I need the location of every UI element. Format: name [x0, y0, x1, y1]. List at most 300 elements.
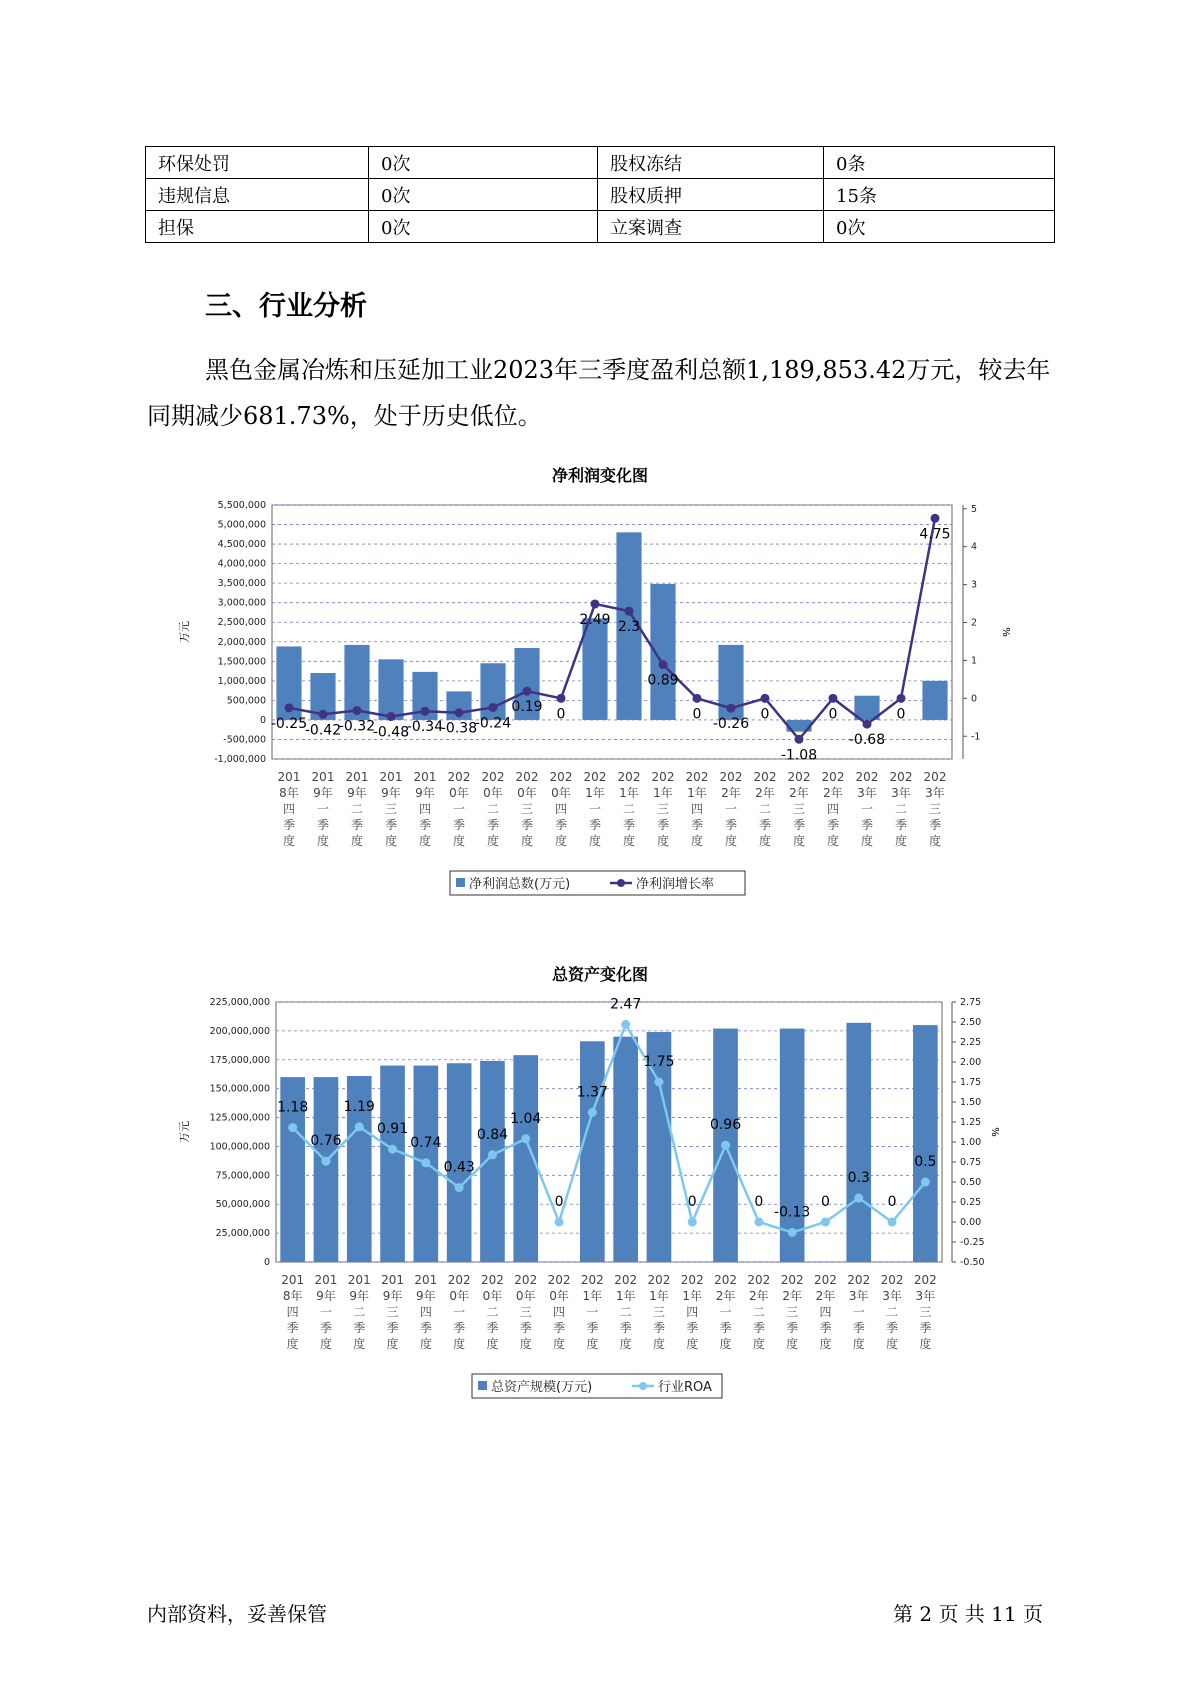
x-tick-label: 一	[586, 1305, 599, 1319]
bar	[922, 681, 947, 720]
data-label: 0	[896, 706, 906, 723]
line-point	[829, 694, 838, 703]
y2-tick-label: 2.50	[960, 1017, 982, 1028]
x-tick-label: 202	[647, 1273, 671, 1287]
data-label: -0.26	[712, 716, 750, 733]
x-tick-label: 3年	[891, 786, 911, 800]
y2-tick-label: 1.50	[960, 1097, 982, 1108]
x-tick-label: 202	[680, 1273, 704, 1287]
x-tick-label: 度	[554, 834, 568, 848]
x-tick-label: 度	[418, 834, 432, 848]
x-tick-label: 2年	[721, 786, 741, 800]
x-tick-label: 季	[553, 1321, 566, 1335]
data-label: -0.48	[372, 724, 410, 741]
line-point	[688, 1218, 697, 1227]
x-tick-label: 一	[452, 802, 466, 816]
y-tick-label: 0	[263, 1257, 270, 1268]
data-label: 0.84	[476, 1126, 509, 1143]
x-tick-label: 二	[350, 802, 364, 816]
line-point	[353, 706, 362, 715]
x-tick-label: 201	[281, 1273, 305, 1287]
x-tick-label: 三	[386, 1305, 399, 1319]
x-tick-label: 季	[286, 1321, 299, 1335]
x-tick-label: 度	[860, 834, 874, 848]
line-point	[319, 710, 328, 719]
y-tick-label: 3,000,000	[217, 597, 266, 609]
y2-axis-title: %	[989, 1127, 1000, 1137]
x-tick-label: 四	[286, 1305, 299, 1319]
x-tick-label: 季	[724, 818, 738, 832]
x-tick-label: 四	[690, 802, 704, 816]
y2-tick-label: -0.50	[960, 1257, 985, 1268]
y2-tick-label: -0.25	[960, 1237, 985, 1248]
x-tick-label: 度	[819, 1337, 832, 1351]
y-tick-label: 200,000,000	[209, 1025, 270, 1037]
x-tick-label: 3年	[857, 786, 877, 800]
y2-tick-label: 1	[971, 655, 978, 667]
line-point	[591, 599, 600, 608]
x-tick-label: 202	[753, 770, 777, 784]
x-tick-label: 四	[419, 1305, 432, 1319]
x-tick-label: 2年	[749, 1289, 769, 1303]
line-point	[288, 1123, 297, 1132]
x-tick-label: 9年	[382, 1289, 403, 1303]
data-label: 0.96	[709, 1117, 742, 1134]
data-label: 0.89	[647, 672, 679, 689]
x-tick-label: 202	[855, 770, 879, 784]
data-label: 0	[887, 1194, 897, 1210]
x-tick-label: 季	[819, 1321, 832, 1335]
section-title: 三、行业分析	[205, 291, 367, 322]
x-tick-label: 季	[656, 818, 670, 832]
info-label: 股权质押	[598, 179, 824, 211]
x-tick-label: 季	[319, 1321, 332, 1335]
y-tick-label: 4,500,000	[217, 539, 266, 551]
x-tick-label: 季	[350, 818, 364, 832]
data-label: 0	[754, 1194, 764, 1210]
x-tick-label: 1年	[682, 1289, 703, 1303]
x-tick-label: 度	[792, 834, 806, 848]
x-tick-label: 三	[928, 802, 942, 816]
x-tick-label: 0年	[482, 1289, 503, 1303]
y-tick-label: 1,500,000	[217, 656, 266, 668]
x-tick-label: 季	[386, 1321, 399, 1335]
x-tick-label: 202	[547, 1273, 571, 1287]
x-tick-label: 三	[919, 1305, 932, 1319]
line-point	[754, 1218, 763, 1227]
x-tick-label: 季	[418, 818, 432, 832]
x-tick-label: 0年	[549, 1289, 569, 1303]
x-tick-label: 201	[347, 1273, 371, 1287]
info-row	[146, 147, 1055, 179]
x-tick-label: 二	[353, 1305, 366, 1319]
y-tick-label: -500,000	[223, 734, 266, 746]
x-tick-label: 二	[486, 802, 500, 816]
x-tick-label: 2年	[755, 786, 775, 800]
x-tick-label: 9年	[316, 1289, 336, 1303]
y-tick-label: 150,000,000	[209, 1083, 270, 1095]
y2-tick-label: 2.75	[960, 997, 982, 1008]
x-tick-label: 202	[880, 1273, 904, 1287]
data-label: 0	[554, 1194, 564, 1210]
x-tick-label: 2年	[782, 1289, 802, 1303]
x-tick-label: 三	[656, 802, 670, 816]
x-tick-label: 9年	[347, 786, 367, 800]
industry-paragraph: 黑色金属冶炼和压延加工业2023年三季度盈利总额1,189,853.42万元，较去年同期减少681.73%，处于历史低位。	[147, 356, 1051, 430]
x-tick-label: 三	[520, 802, 534, 816]
y2-tick-label: 0.00	[960, 1217, 982, 1228]
x-tick-label: 四	[418, 802, 432, 816]
x-tick-label: 1年	[615, 1289, 636, 1303]
data-label: 0.43	[443, 1159, 475, 1176]
y-tick-label: 500,000	[226, 695, 266, 707]
x-tick-label: 度	[319, 1337, 332, 1351]
data-label: -0.42	[304, 722, 342, 739]
x-tick-label: 0年	[449, 786, 469, 800]
y2-tick-label: 1.25	[960, 1117, 982, 1128]
y2-tick-label: 0	[971, 693, 978, 705]
x-tick-label: 二	[758, 802, 772, 816]
y2-tick-label: -1	[971, 731, 981, 743]
x-tick-label: 季	[486, 1321, 499, 1335]
line-point	[555, 1218, 564, 1227]
bar	[913, 1025, 938, 1262]
line-point	[321, 1157, 330, 1166]
info-value: 0次	[369, 179, 598, 211]
y-tick-label: 4,000,000	[217, 558, 266, 570]
line-point	[621, 1020, 630, 1029]
x-tick-label: 1年	[585, 786, 605, 800]
x-tick-label: 季	[486, 818, 500, 832]
x-tick-label: 四	[553, 1305, 566, 1319]
y-tick-label: 1,000,000	[217, 675, 266, 687]
x-tick-label: 度	[719, 1337, 732, 1351]
x-tick-label: 季	[860, 818, 874, 832]
x-tick-label: 202	[480, 1273, 504, 1287]
x-tick-label: 季	[894, 818, 908, 832]
x-tick-label: 1年	[619, 786, 639, 800]
x-tick-label: 季	[554, 818, 568, 832]
y-tick-label: 25,000,000	[215, 1228, 270, 1240]
x-tick-label: 度	[486, 834, 500, 848]
x-tick-label: 202	[514, 1273, 538, 1287]
data-label: 0.5	[914, 1154, 937, 1170]
x-tick-label: 季	[690, 818, 704, 832]
legend-bar-swatch	[478, 1381, 487, 1390]
x-tick-label: 季	[384, 818, 398, 832]
y-tick-label: 3,500,000	[217, 578, 266, 590]
x-tick-label: 1年	[649, 1289, 669, 1303]
y-tick-label: 75,000,000	[215, 1170, 270, 1182]
y-tick-label: 5,500,000	[217, 500, 266, 511]
x-tick-label: 度	[353, 1337, 366, 1351]
y-axis-title: 万元	[178, 1121, 191, 1143]
x-tick-label: 度	[826, 834, 840, 848]
data-label: 0.74	[410, 1134, 442, 1151]
bar	[580, 1041, 605, 1262]
x-tick-label: 3年	[882, 1289, 902, 1303]
line-point	[921, 1178, 930, 1187]
x-tick-label: 度	[588, 834, 602, 848]
legend-line-label: 净利润增长率	[636, 877, 715, 892]
info-label: 股权冻结	[598, 147, 824, 179]
bar	[846, 1023, 871, 1262]
y2-tick-label: 0.50	[960, 1177, 982, 1188]
x-tick-label: 度	[486, 1337, 499, 1351]
data-label: 1.37	[576, 1084, 608, 1101]
x-tick-label: 1年	[653, 786, 673, 800]
y-tick-label: -1,000,000	[214, 754, 266, 765]
x-tick-label: 二	[622, 802, 636, 816]
x-tick-label: 201	[381, 1273, 405, 1287]
x-tick-label: 2年	[823, 786, 843, 800]
x-tick-label: 三	[786, 1305, 799, 1319]
x-tick-label: 202	[813, 1273, 837, 1287]
bar	[582, 618, 607, 720]
x-tick-label: 8年	[279, 786, 299, 800]
data-label: -1.08	[780, 747, 818, 764]
line-point	[523, 687, 532, 696]
legend-bar-label: 总资产规模(万元)	[491, 1380, 593, 1395]
x-tick-label: 度	[919, 1337, 932, 1351]
data-label: 2.47	[610, 996, 642, 1013]
x-tick-label: 季	[353, 1321, 366, 1335]
chart2-title: 总资产变化图	[551, 965, 648, 984]
x-tick-label: 度	[752, 1337, 765, 1351]
x-tick-label: 季	[520, 818, 534, 832]
x-tick-label: 四	[819, 1305, 832, 1319]
x-tick-label: 度	[724, 834, 738, 848]
x-tick-label: 202	[889, 770, 913, 784]
y2-tick-label: 2	[971, 617, 978, 629]
line-point	[659, 660, 668, 669]
data-label: -0.34	[406, 719, 444, 736]
legend-bar-swatch	[456, 878, 465, 887]
x-tick-label: 度	[520, 834, 534, 848]
y-tick-label: 2,500,000	[217, 617, 266, 629]
x-tick-label: 季	[686, 1321, 699, 1335]
x-tick-label: 9年	[381, 786, 401, 800]
x-tick-label: 0年	[515, 1289, 536, 1303]
data-label: 0	[556, 706, 566, 723]
x-tick-label: 9年	[415, 786, 435, 800]
info-value: 0次	[824, 211, 1055, 243]
line-point	[521, 1134, 530, 1143]
x-tick-label: 202	[685, 770, 709, 784]
bar	[613, 1037, 638, 1262]
x-tick-label: 度	[758, 834, 772, 848]
x-tick-label: 四	[826, 802, 840, 816]
x-tick-label: 1年	[582, 1289, 603, 1303]
x-tick-label: 201	[345, 770, 369, 784]
x-tick-label: 201	[379, 770, 403, 784]
y2-tick-label: 1.00	[960, 1137, 982, 1148]
line-point	[387, 712, 396, 721]
x-tick-label: 三	[519, 1305, 532, 1319]
data-label: -0.38	[440, 720, 478, 737]
x-tick-label: 度	[886, 1337, 899, 1351]
line-point	[931, 514, 940, 523]
data-label: -0.32	[338, 718, 376, 735]
x-tick-label: 202	[447, 1273, 471, 1287]
line-point	[727, 704, 736, 713]
x-tick-label: 202	[787, 770, 811, 784]
x-tick-label: 季	[719, 1321, 732, 1335]
x-tick-label: 季	[588, 818, 602, 832]
x-tick-label: 度	[786, 1337, 799, 1351]
footer-confidential: 内部资料，妥善保管	[147, 1602, 327, 1626]
x-tick-label: 一	[852, 1305, 865, 1319]
line-point	[788, 1228, 797, 1237]
line-point	[863, 720, 872, 729]
x-tick-label: 季	[282, 818, 296, 832]
x-tick-label: 度	[350, 834, 364, 848]
line-point	[821, 1218, 830, 1227]
bar	[480, 1061, 505, 1262]
x-tick-label: 度	[282, 834, 296, 848]
x-tick-label: 度	[686, 1337, 699, 1351]
x-tick-label: 度	[690, 834, 704, 848]
x-tick-label: 201	[277, 770, 301, 784]
x-tick-label: 2年	[815, 1289, 836, 1303]
y-axis-title: 万元	[178, 621, 191, 643]
line-point	[488, 1150, 497, 1159]
x-tick-label: 季	[826, 818, 840, 832]
data-label: 1.19	[343, 1098, 375, 1115]
y-tick-label: 225,000,000	[209, 997, 270, 1008]
info-value: 0次	[369, 211, 598, 243]
y2-tick-label: 2.25	[960, 1037, 982, 1048]
x-tick-label: 度	[419, 1337, 432, 1351]
x-tick-label: 202	[714, 1273, 738, 1287]
data-label: -0.68	[848, 732, 886, 749]
x-tick-label: 202	[780, 1273, 804, 1287]
data-label: 0	[687, 1194, 697, 1210]
x-tick-label: 一	[453, 1305, 466, 1319]
x-tick-label: 季	[652, 1321, 665, 1335]
y2-tick-label: 4	[971, 541, 978, 553]
x-tick-label: 季	[786, 1321, 799, 1335]
line-point	[355, 1122, 364, 1131]
x-tick-label: 度	[894, 834, 908, 848]
info-label: 立案调查	[598, 211, 824, 243]
legend-line-marker	[617, 879, 625, 887]
line-point	[654, 1078, 663, 1087]
x-tick-label: 202	[617, 770, 641, 784]
x-tick-label: 季	[928, 818, 942, 832]
x-tick-label: 9年	[313, 786, 333, 800]
bar	[380, 1066, 405, 1262]
data-label: 2.49	[579, 611, 611, 628]
footer-page-number: 第 2 页 共 11 页	[893, 1602, 1043, 1626]
y2-axis-title: %	[1000, 627, 1011, 637]
x-tick-label: 202	[747, 1273, 771, 1287]
info-value: 15条	[824, 179, 1055, 211]
line-point	[761, 694, 770, 703]
y-tick-label: 125,000,000	[209, 1112, 270, 1124]
x-tick-label: 季	[619, 1321, 632, 1335]
line-point	[888, 1218, 897, 1227]
x-tick-label: 0年	[517, 786, 537, 800]
info-label: 违规信息	[146, 179, 369, 211]
bar	[314, 1077, 339, 1262]
y2-tick-label: 0.75	[960, 1157, 982, 1168]
x-tick-label: 四	[282, 802, 296, 816]
x-tick-label: 201	[311, 770, 335, 784]
x-tick-label: 0年	[551, 786, 571, 800]
x-tick-label: 二	[619, 1305, 632, 1319]
y-tick-label: 50,000,000	[215, 1199, 270, 1211]
line-point	[721, 1141, 730, 1150]
x-tick-label: 度	[316, 834, 330, 848]
x-tick-label: 3年	[915, 1289, 936, 1303]
legend-line-label: 行业ROA	[658, 1380, 712, 1395]
data-label: -0.25	[270, 715, 308, 732]
risk-info-table	[145, 146, 1055, 243]
data-label: 0.3	[847, 1170, 870, 1186]
x-tick-label: 季	[452, 818, 466, 832]
data-label: 1.18	[277, 1099, 309, 1116]
x-tick-label: 四	[686, 1305, 699, 1319]
line-point	[285, 703, 294, 712]
x-tick-label: 9年	[416, 1289, 436, 1303]
x-tick-label: 度	[386, 1337, 399, 1351]
x-tick-label: 3年	[848, 1289, 869, 1303]
data-label: 0.19	[511, 699, 543, 716]
x-tick-label: 三	[384, 802, 398, 816]
x-tick-label: 度	[384, 834, 398, 848]
x-tick-label: 度	[452, 834, 466, 848]
x-tick-label: 季	[792, 818, 806, 832]
x-tick-label: 3年	[925, 786, 945, 800]
x-tick-label: 202	[614, 1273, 638, 1287]
y2-tick-label: 0.25	[960, 1197, 982, 1208]
data-label: 2.3	[617, 619, 641, 636]
x-tick-label: 一	[588, 802, 602, 816]
y2-tick-label: 3	[971, 579, 978, 591]
x-tick-label: 四	[554, 802, 568, 816]
x-tick-label: 一	[319, 1305, 332, 1319]
data-label: 1.04	[510, 1110, 542, 1127]
y-tick-label: 5,000,000	[217, 519, 266, 531]
x-tick-label: 202	[481, 770, 505, 784]
x-tick-label: 0年	[483, 786, 503, 800]
y2-tick-label: 2.00	[960, 1057, 982, 1068]
net-profit-chart	[180, 490, 1020, 910]
x-tick-label: 季	[622, 818, 636, 832]
x-tick-label: 三	[652, 1305, 665, 1319]
x-tick-label: 一	[719, 1305, 732, 1319]
line-point	[388, 1145, 397, 1154]
total-assets-chart	[180, 990, 1020, 1410]
x-tick-label: 201	[314, 1273, 338, 1287]
line-point	[421, 1158, 430, 1167]
x-tick-label: 202	[923, 770, 947, 784]
y2-tick-label: 5	[971, 503, 978, 515]
legend-bar-label: 净利润总数(万元)	[469, 877, 571, 892]
info-value: 0次	[369, 147, 598, 179]
bar	[378, 659, 403, 720]
line-point	[897, 694, 906, 703]
data-label: 0	[760, 706, 770, 723]
x-tick-label: 度	[586, 1337, 599, 1351]
x-tick-label: 201	[414, 1273, 438, 1287]
plot-area	[276, 1002, 942, 1262]
info-label: 环保处罚	[146, 147, 369, 179]
x-tick-label: 季	[419, 1321, 432, 1335]
info-value: 0条	[824, 147, 1055, 179]
data-label: 0.91	[376, 1121, 409, 1138]
